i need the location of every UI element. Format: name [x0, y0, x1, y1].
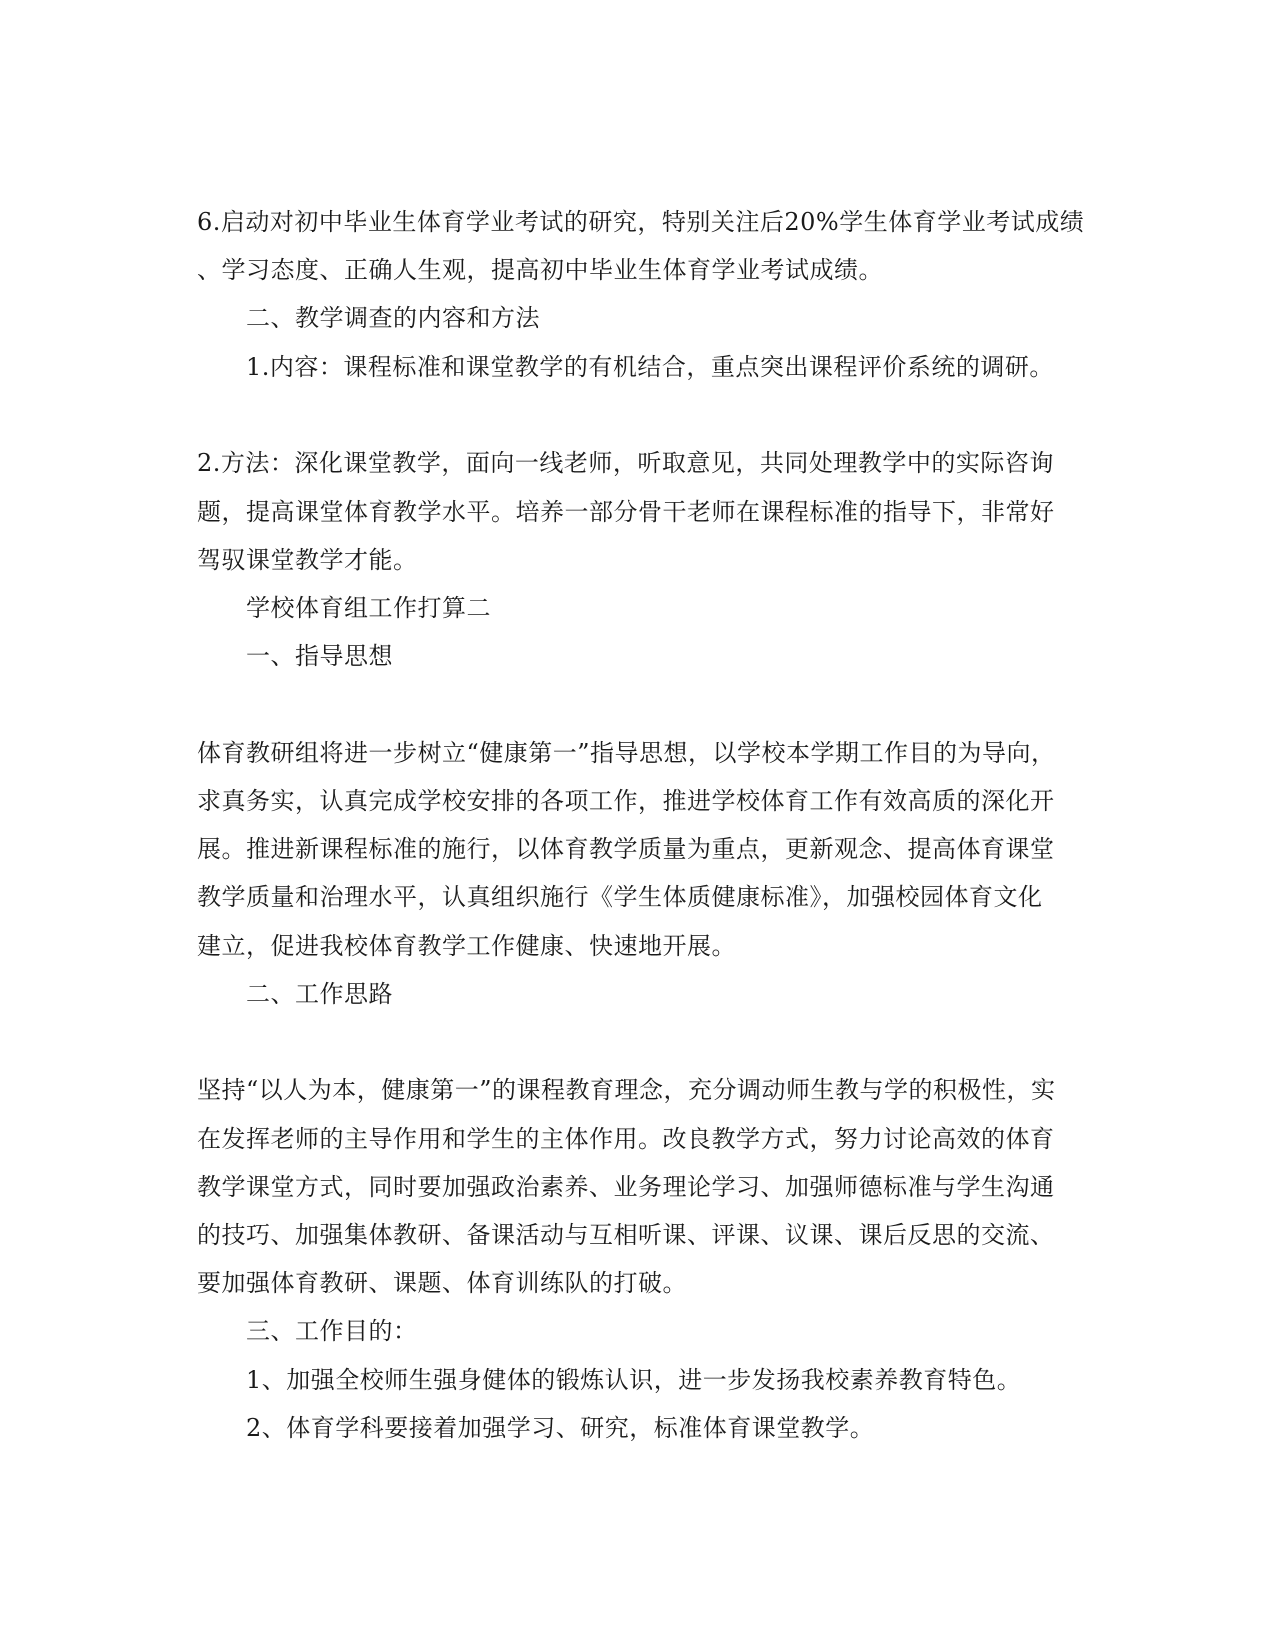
text-line: 1.内容：课程标准和课堂教学的有机结合，重点突出课程评价系统的调研。	[246, 353, 1054, 381]
text-line: 驾驭课堂教学才能。	[197, 546, 418, 574]
text-line: 教学课堂方式，同时要加强政治素养、业务理论学习、加强师德标准与学生沟通	[197, 1173, 1055, 1201]
section-heading: 二、工作思路	[246, 980, 393, 1008]
text-line: 坚持“以人为本，健康第一”的课程教育理念，充分调动师生教与学的积极性，实	[197, 1076, 1056, 1104]
text-line: 展。推进新课程标准的施行，以体育教学质量为重点，更新观念、提高体育课堂	[197, 835, 1055, 863]
document-subtitle: 学校体育组工作打算二	[246, 594, 491, 622]
text-line: 教学质量和治理水平，认真组织施行《学生体质健康标准》，加强校园体育文化	[197, 883, 1043, 911]
text-line: 建立，促进我校体育教学工作健康、快速地开展。	[197, 932, 736, 960]
text-line: 求真务实，认真完成学校安排的各项工作，推进学校体育工作有效高质的深化开	[197, 787, 1055, 815]
text-line: 6.启动对初中毕业生体育学业考试的研究，特别关注后20%学生体育学业考试成绩	[197, 208, 1085, 236]
text-line: 要加强体育教研、课题、体育训练队的打破。	[197, 1269, 687, 1297]
text-line: 的技巧、加强集体教研、备课活动与互相听课、评课、议课、课后反思的交流、	[197, 1221, 1055, 1249]
list-item: 2、体育学科要接着加强学习、研究，标准体育课堂教学。	[246, 1414, 875, 1442]
text-line: 、学习态度、正确人生观，提高初中毕业生体育学业考试成绩。	[197, 256, 883, 284]
section-heading: 三、工作目的：	[246, 1317, 418, 1345]
text-line: 在发挥老师的主导作用和学生的主体作用。改良教学方式，努力讨论高效的体育	[197, 1125, 1055, 1153]
text-line: 2.方法：深化课堂教学，面向一线老师，听取意见，共同处理教学中的实际咨询	[197, 449, 1054, 477]
section-heading: 二、教学调查的内容和方法	[246, 304, 540, 332]
text-line: 体育教研组将进一步树立“健康第一”指导思想，以学校本学期工作目的为导向，	[197, 739, 1056, 767]
text-line: 题，提高课堂体育教学水平。培养一部分骨干老师在课程标准的指导下，非常好	[197, 498, 1055, 526]
list-item: 1、加强全校师生强身健体的锻炼认识，进一步发扬我校素养教育特色。	[246, 1366, 1022, 1394]
section-heading: 一、指导思想	[246, 642, 393, 670]
